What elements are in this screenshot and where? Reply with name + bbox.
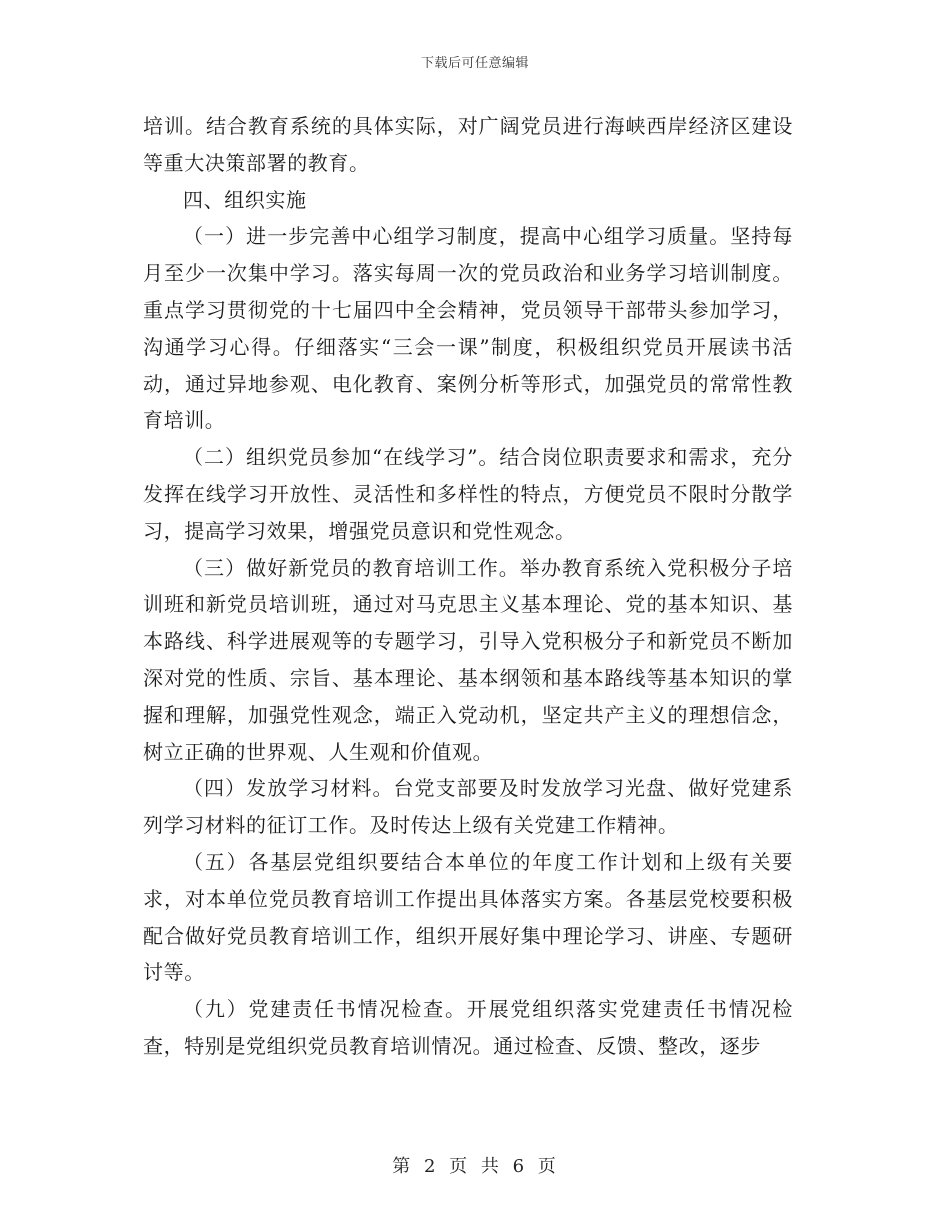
paragraph-item-5: （五）各基层党组织要结合本单位的年度工作计划和上级有关要求，对本单位党员教育培训工作提出具体落实方案。各基层党校要积极配合做好党员教育培训工作，组织开展好集中理论学习、讲座、专题研讨等。	[143, 849, 793, 985]
section-heading: 四、组织实施	[183, 187, 307, 212]
paragraph-item-1: （一）进一步完善中心组学习制度，提高中心组学习质量。坚持每月至少一次集中学习。落实每周一次的党员政治和业务学习培训制度。重点学习贯彻党的十七届四中全会精神，党员领导干部带头参加学习，沟通学习心得。仔细落实“三会一课”制度，积极组织党员开展读书活动，通过异地参观、电化教育、案例分析等形式，加强党员的常常性教育培训。	[143, 224, 793, 433]
document-body	[143, 108, 793, 1065]
paragraph-item-9: （九）党建责任书情况检查。开展党组织落实党建责任书情况检查，特别是党组织党员教育培训情况。通过检查、反馈、整改，逐步	[143, 997, 793, 1058]
paragraph-item-3: （三）做好新党员的教育培训工作。举办教育系统入党积极分子培训班和新党员培训班，通过对马克思主义基本理论、党的基本知识、基本路线、科学进展观等的专题学习，引导入党积极分子和新党员不断加深对党的性质、宗旨、基本理论、基本纲领和基本路线等基本知识的掌握和理解，加强党性观念，端正入党动机，坚定共产主义的理想信念，树立正确的世界观、人生观和价值观。	[143, 555, 793, 764]
page-number: 第 2 页 共 6 页	[392, 1156, 558, 1177]
paragraph-item-4: （四）发放学习材料。台党支部要及时发放学习光盘、做好党建系列学习材料的征订工作。及时传达上级有关党建工作精神。	[143, 776, 793, 838]
paragraph-continuation: 培训。结合教育系统的具体实际，对广阔党员进行海峡西岸经济区建设等重大决策部署的教育。	[143, 114, 793, 175]
paragraph-item-2: （二）组织党员参加“在线学习”。结合岗位职责要求和需求，充分发挥在线学习开放性、灵活性和多样性的特点，方便党员不限时分散学习，提高学习效果，增强党员意识和党性观念。	[143, 445, 793, 543]
page-header: 下载后可任意编辑	[420, 56, 529, 71]
